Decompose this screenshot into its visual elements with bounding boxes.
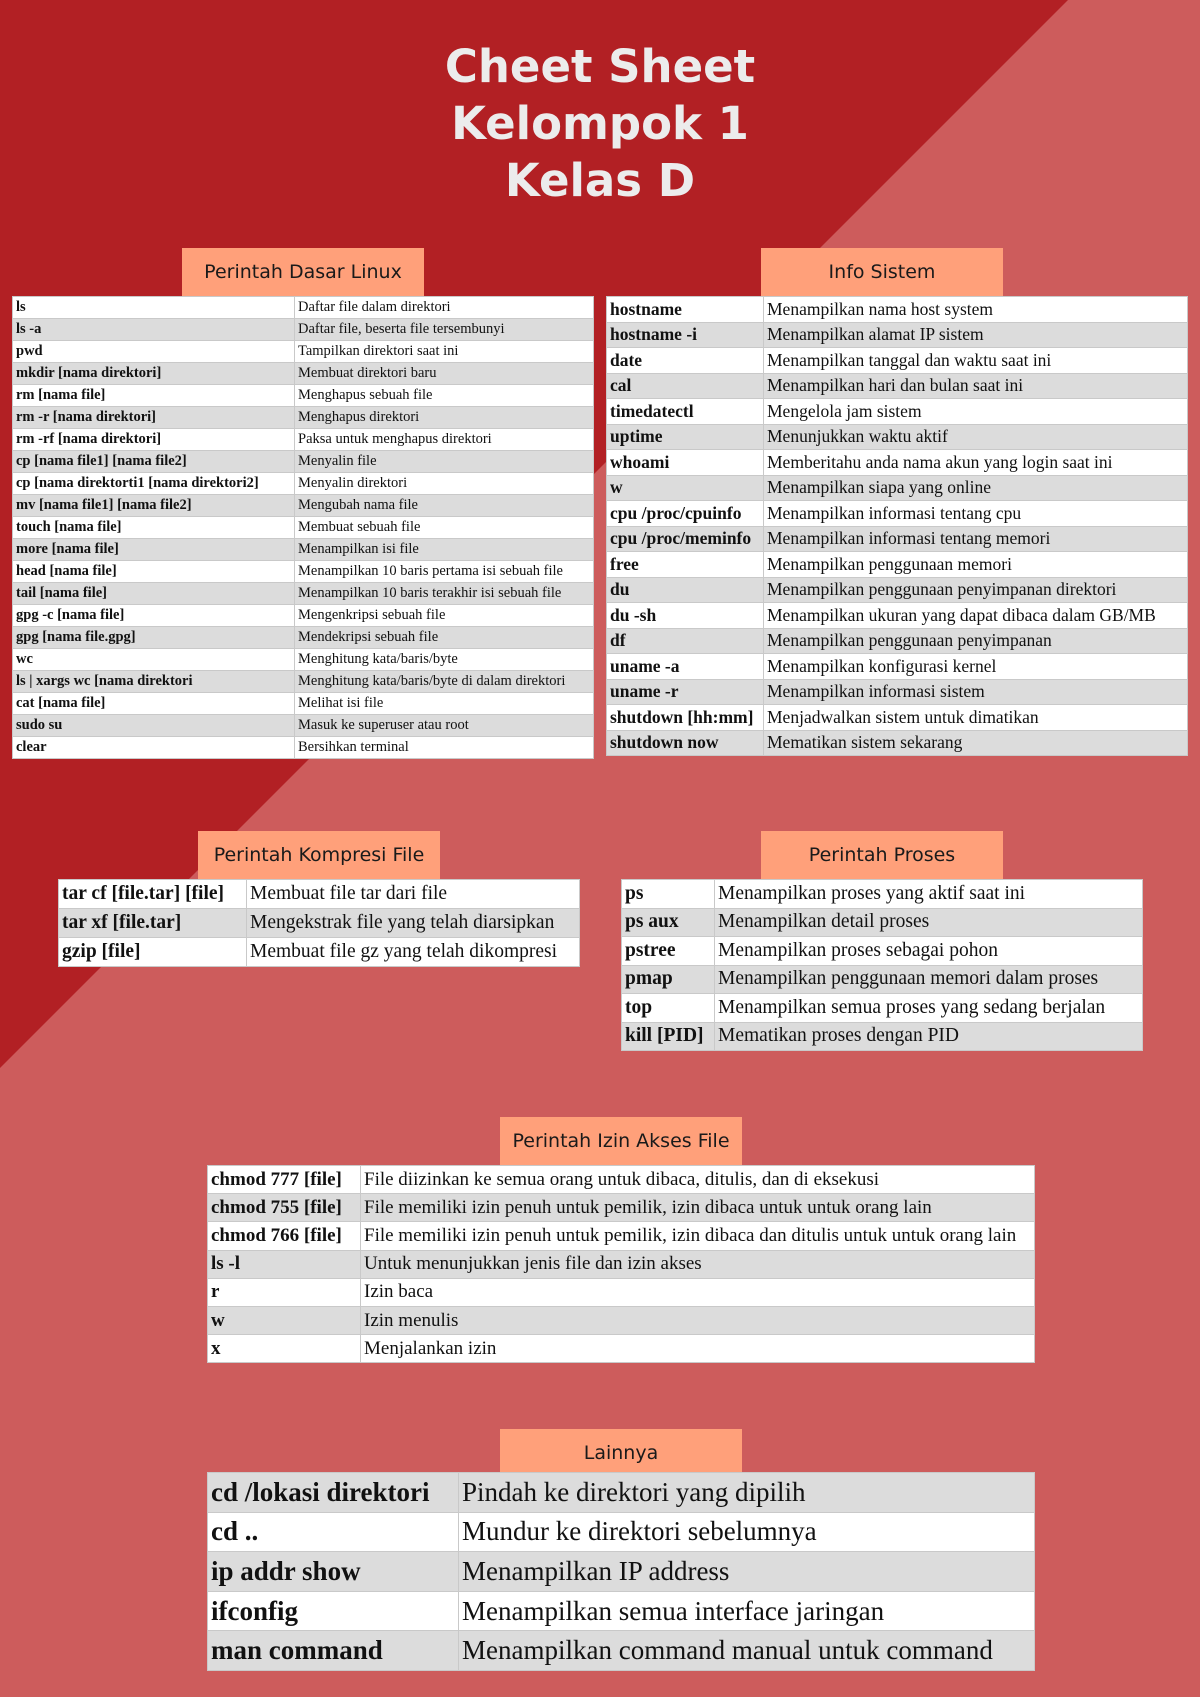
command-cell: clear (13, 737, 295, 759)
description-cell: Menampilkan penggunaan memori dalam proses (715, 965, 1143, 994)
description-cell: Bersihkan terminal (295, 737, 594, 759)
command-cell: rm -rf [nama direktori] (13, 429, 295, 451)
command-cell: rm -r [nama direktori] (13, 407, 295, 429)
table-row (607, 679, 1188, 705)
command-cell: cpu /proc/meminfo (607, 526, 764, 552)
description-cell: Memberitahu anda nama akun yang login saat ini (764, 450, 1188, 476)
table-row (208, 1250, 1035, 1278)
description-cell: Tampilkan direktori saat ini (295, 341, 594, 363)
section-header-lainnya: Lainnya (500, 1429, 742, 1477)
command-cell: man command (208, 1631, 459, 1671)
table-row (622, 880, 1143, 909)
table-row (208, 1512, 1035, 1552)
table-row (607, 322, 1188, 348)
description-cell: Menampilkan proses sebagai pohon (715, 937, 1143, 966)
table-row (13, 715, 594, 737)
description-cell: Menampilkan proses yang aktif saat ini (715, 880, 1143, 909)
table-row (607, 348, 1188, 374)
table-row (208, 1591, 1035, 1631)
table-row (13, 297, 594, 319)
table-row (13, 693, 594, 715)
command-cell: cp [nama direktorti1 [nama direktori2] (13, 473, 295, 495)
table-row (13, 627, 594, 649)
description-cell: Membuat file tar dari file (247, 880, 580, 909)
table-row (622, 1022, 1143, 1051)
description-cell: Mendekripsi sebuah file (295, 627, 594, 649)
table-row (208, 1473, 1035, 1513)
description-cell: Menampilkan ukuran yang dapat dibaca dalam GB/MB (764, 603, 1188, 629)
description-cell: Izin baca (361, 1278, 1035, 1306)
description-cell: Menunjukkan waktu aktif (764, 424, 1188, 450)
description-cell: Menampilkan tanggal dan waktu saat ini (764, 348, 1188, 374)
command-cell: ifconfig (208, 1591, 459, 1631)
description-cell: Paksa untuk menghapus direktori (295, 429, 594, 451)
command-cell: ps aux (622, 908, 715, 937)
description-cell: File diizinkan ke semua orang untuk dibaca, ditulis, dan di eksekusi (361, 1166, 1035, 1194)
table-row (59, 938, 580, 967)
table-row (607, 654, 1188, 680)
command-cell: uname -a (607, 654, 764, 680)
description-cell: Menampilkan informasi tentang memori (764, 526, 1188, 552)
section-header-dasar: Perintah Dasar Linux (182, 248, 424, 296)
description-cell: File memiliki izin penuh untuk pemilik, izin dibaca untuk untuk orang lain (361, 1194, 1035, 1222)
table-row (13, 737, 594, 759)
table-row (13, 319, 594, 341)
description-cell: Menampilkan semua proses yang sedang berjalan (715, 994, 1143, 1023)
description-cell: Mematikan sistem sekarang (764, 730, 1188, 756)
table-row (59, 880, 580, 909)
table-row (607, 501, 1188, 527)
command-cell: gpg [nama file.gpg] (13, 627, 295, 649)
description-cell: Menampilkan penggunaan memori (764, 552, 1188, 578)
command-cell: timedatectl (607, 399, 764, 425)
table-kompresi (58, 879, 580, 967)
section-header-info: Info Sistem (761, 248, 1003, 296)
command-cell: df (607, 628, 764, 654)
command-cell: cal (607, 373, 764, 399)
table-row (607, 705, 1188, 731)
table-row (13, 671, 594, 693)
table-row (607, 297, 1188, 323)
description-cell: Untuk menunjukkan jenis file dan izin akses (361, 1250, 1035, 1278)
description-cell: Menghitung kata/baris/byte di dalam direktori (295, 671, 594, 693)
description-cell: Menampilkan IP address (459, 1552, 1035, 1592)
description-cell: Daftar file dalam direktori (295, 297, 594, 319)
table-proses (621, 879, 1143, 1051)
table-row (607, 475, 1188, 501)
table-row (13, 473, 594, 495)
table-row (59, 909, 580, 938)
command-cell: ls -l (208, 1250, 361, 1278)
description-cell: Menampilkan penggunaan penyimpanan direktori (764, 577, 1188, 603)
table-row (13, 583, 594, 605)
description-cell: Menampilkan command manual untuk command (459, 1631, 1035, 1671)
title-line-1: Cheet Sheet (444, 40, 756, 93)
command-cell: ip addr show (208, 1552, 459, 1592)
command-cell: w (607, 475, 764, 501)
table-row (13, 517, 594, 539)
description-cell: Menampilkan isi file (295, 539, 594, 561)
description-cell: Membuat direktori baru (295, 363, 594, 385)
command-cell: rm [nama file] (13, 385, 295, 407)
table-row (13, 385, 594, 407)
table-row (13, 341, 594, 363)
description-cell: Mengelola jam sistem (764, 399, 1188, 425)
command-cell: ls (13, 297, 295, 319)
table-row (13, 451, 594, 473)
description-cell: Mundur ke direktori sebelumnya (459, 1512, 1035, 1552)
command-cell: gpg -c [nama file] (13, 605, 295, 627)
command-cell: chmod 755 [file] (208, 1194, 361, 1222)
section-header-kompresi: Perintah Kompresi File (198, 831, 440, 879)
page-title (0, 38, 1200, 209)
command-cell: free (607, 552, 764, 578)
description-cell: Menampilkan siapa yang online (764, 475, 1188, 501)
table-row (13, 363, 594, 385)
table-row (607, 450, 1188, 476)
table-row (208, 1278, 1035, 1306)
table-row (208, 1306, 1035, 1334)
command-cell: w (208, 1306, 361, 1334)
description-cell: Mematikan proses dengan PID (715, 1022, 1143, 1051)
description-cell: Menghapus sebuah file (295, 385, 594, 407)
description-cell: Menampilkan detail proses (715, 908, 1143, 937)
description-cell: Masuk ke superuser atau root (295, 715, 594, 737)
table-lainnya (207, 1472, 1035, 1671)
table-row (208, 1335, 1035, 1363)
command-cell: sudo su (13, 715, 295, 737)
table-row (622, 937, 1143, 966)
command-cell: r (208, 1278, 361, 1306)
table-row (208, 1166, 1035, 1194)
table-row (13, 561, 594, 583)
table-row (13, 407, 594, 429)
table-row (13, 539, 594, 561)
command-cell: uptime (607, 424, 764, 450)
command-cell: kill [PID] (622, 1022, 715, 1051)
command-cell: cpu /proc/cpuinfo (607, 501, 764, 527)
command-cell: more [nama file] (13, 539, 295, 561)
command-cell: tar xf [file.tar] (59, 909, 247, 938)
table-row (622, 994, 1143, 1023)
description-cell: Menjadwalkan sistem untuk dimatikan (764, 705, 1188, 731)
command-cell: hostname (607, 297, 764, 323)
command-cell: pwd (13, 341, 295, 363)
table-row (13, 649, 594, 671)
table-perintah-dasar (12, 296, 594, 759)
table-row (607, 603, 1188, 629)
description-cell: Menampilkan hari dan bulan saat ini (764, 373, 1188, 399)
command-cell: x (208, 1335, 361, 1363)
description-cell: Menghapus direktori (295, 407, 594, 429)
command-cell: shutdown [hh:mm] (607, 705, 764, 731)
description-cell: Menampilkan informasi tentang cpu (764, 501, 1188, 527)
table-row (622, 965, 1143, 994)
command-cell: chmod 766 [file] (208, 1222, 361, 1250)
command-cell: mv [nama file1] [nama file2] (13, 495, 295, 517)
description-cell: Izin menulis (361, 1306, 1035, 1334)
command-cell: wc (13, 649, 295, 671)
section-header-izin: Perintah Izin Akses File (500, 1117, 742, 1165)
description-cell: Menghitung kata/baris/byte (295, 649, 594, 671)
section-header-proses: Perintah Proses (761, 831, 1003, 879)
command-cell: date (607, 348, 764, 374)
table-row (607, 526, 1188, 552)
command-cell: ls | xargs wc [nama direktori (13, 671, 295, 693)
description-cell: Pindah ke direktori yang dipilih (459, 1473, 1035, 1513)
table-row (13, 429, 594, 451)
table-row (607, 730, 1188, 756)
table-izin-akses (207, 1165, 1035, 1363)
description-cell: Menyalin file (295, 451, 594, 473)
command-cell: tail [nama file] (13, 583, 295, 605)
table-row (208, 1222, 1035, 1250)
table-row (607, 373, 1188, 399)
command-cell: cat [nama file] (13, 693, 295, 715)
title-line-2: Kelompok 1 (451, 97, 749, 150)
description-cell: Mengubah nama file (295, 495, 594, 517)
description-cell: Menampilkan penggunaan penyimpanan (764, 628, 1188, 654)
command-cell: tar cf [file.tar] [file] (59, 880, 247, 909)
description-cell: Membuat sebuah file (295, 517, 594, 539)
table-row (607, 399, 1188, 425)
command-cell: uname -r (607, 679, 764, 705)
description-cell: Mengenkripsi sebuah file (295, 605, 594, 627)
table-row (13, 605, 594, 627)
command-cell: shutdown now (607, 730, 764, 756)
description-cell: Menampilkan 10 baris pertama isi sebuah file (295, 561, 594, 583)
command-cell: head [nama file] (13, 561, 295, 583)
description-cell: Melihat isi file (295, 693, 594, 715)
command-cell: touch [nama file] (13, 517, 295, 539)
description-cell: Membuat file gz yang telah dikompresi (247, 938, 580, 967)
command-cell: du -sh (607, 603, 764, 629)
table-row (622, 908, 1143, 937)
command-cell: cd /lokasi direktori (208, 1473, 459, 1513)
description-cell: Daftar file, beserta file tersembunyi (295, 319, 594, 341)
description-cell: Menampilkan informasi sistem (764, 679, 1188, 705)
table-row (208, 1552, 1035, 1592)
command-cell: gzip [file] (59, 938, 247, 967)
description-cell: Menampilkan alamat IP sistem (764, 322, 1188, 348)
title-line-3: Kelas D (504, 154, 696, 207)
command-cell: cd .. (208, 1512, 459, 1552)
description-cell: Menampilkan konfigurasi kernel (764, 654, 1188, 680)
command-cell: cp [nama file1] [nama file2] (13, 451, 295, 473)
command-cell: mkdir [nama direktori] (13, 363, 295, 385)
description-cell: Menampilkan semua interface jaringan (459, 1591, 1035, 1631)
command-cell: ps (622, 880, 715, 909)
description-cell: Menjalankan izin (361, 1335, 1035, 1363)
command-cell: du (607, 577, 764, 603)
table-row (13, 495, 594, 517)
description-cell: Menampilkan nama host system (764, 297, 1188, 323)
description-cell: Menampilkan 10 baris terakhir isi sebuah file (295, 583, 594, 605)
command-cell: pmap (622, 965, 715, 994)
command-cell: ls -a (13, 319, 295, 341)
command-cell: chmod 777 [file] (208, 1166, 361, 1194)
table-row (607, 552, 1188, 578)
table-row (208, 1194, 1035, 1222)
table-row (208, 1631, 1035, 1671)
description-cell: Menyalin direktori (295, 473, 594, 495)
command-cell: top (622, 994, 715, 1023)
command-cell: whoami (607, 450, 764, 476)
table-row (607, 424, 1188, 450)
description-cell: File memiliki izin penuh untuk pemilik, izin dibaca dan ditulis untuk untuk orang lain (361, 1222, 1035, 1250)
description-cell: Mengekstrak file yang telah diarsipkan (247, 909, 580, 938)
command-cell: hostname -i (607, 322, 764, 348)
table-row (607, 628, 1188, 654)
table-info-sistem (606, 296, 1188, 756)
command-cell: pstree (622, 937, 715, 966)
table-row (607, 577, 1188, 603)
